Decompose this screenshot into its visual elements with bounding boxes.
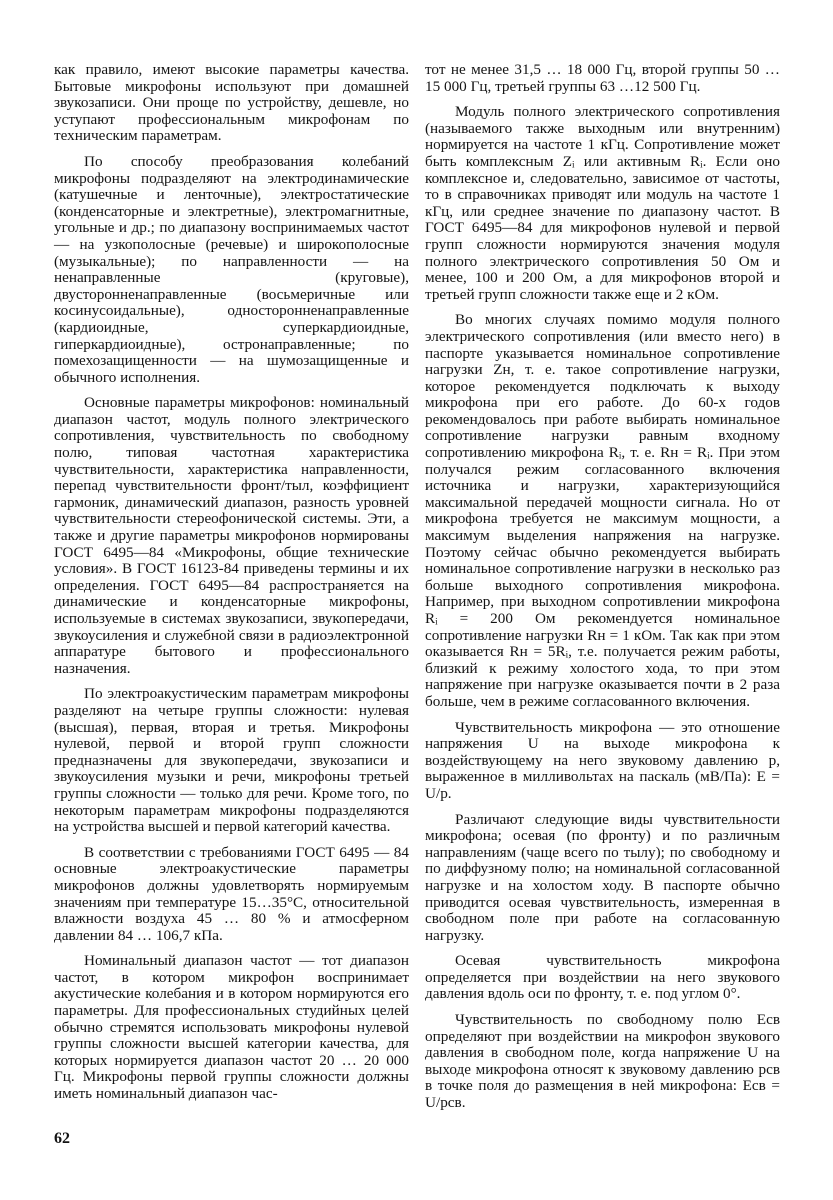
left-column — [54, 62, 409, 1112]
right-column — [425, 62, 780, 1121]
page-number: 62 — [54, 1130, 70, 1147]
paragraph: Основные параметры микрофонов: номинальный диапазон частот, модуль полного электрического сопротивления, чувствительность по свободному полю, типовая частотная характеристика чувствительности, характеристика направленности, перепад чувствительности фронт/тыл, коэффициент гармоник, динамический диапазон, разность уровней чувствительности стереофонической системы. Эти, а также и другие параметры микрофонов нормированы ГОСТ 6495—84 «Микрофоны, общие технические условия». В ГОСТ 16123-84 приведены термины и их определения. ГОСТ 6495—84 распространяется на динамические и конденсаторные микрофоны, используемые в системах звукозаписи, звукопередачи, звукоусиления и служебной связи в радиоэлектронной аппаратуре бытового и профессионального назначения. — [54, 394, 409, 677]
paragraph: Чувствительность микрофона — это отношение напряжения U на выходе микрофона к воздействующему на него звуковому давлению p, выраженное в милливольтах на паскаль (мВ/Па): E = U/p. — [425, 718, 780, 802]
paragraph: По электроакустическим параметрам микрофоны разделяют на четыре группы сложности: нулевая (высшая), первая, вторая и третья. Микрофоны нулевой, первой и второй групп сложности предназначены для звукопередачи, звукозаписи и звукоусиления музыки и речи, микрофоны третьей группы сложности — только для речи. Кроме того, по некоторым параметрам микрофоны подразделяются на устройства высшей и первой категорий качества. — [54, 685, 409, 836]
paragraph: тот не менее 31,5 … 18 000 Гц, второй группы 50 … 15 000 Гц, третьей группы 63 …12 500 Гц. — [425, 61, 780, 95]
paragraph: Чувствительность по свободному полю Eсв определяют при воздействии на микрофон звукового давления в свободном поле, когда напряжение U на выходе микрофона относят к звуковому давлению pсв в точке поля до размещения в ней микрофона: Eсв = U/pсв. — [425, 1011, 780, 1112]
paragraph: Во многих случаях помимо модуля полного электрического сопротивления (или вместо него) в паспорте указывается номинальное сопротивление нагрузки Zн, т. е. такое сопротивление нагрузки, которое рекомендуется подключать к выходу микрофона при его работе. До 60-х годов рекомендовалось при работе выбирать номинальное сопротивление нагрузки равным входному сопротивлению микрофона Rᵢ, т. е. Rн = Rᵢ. При этом получался режим согласованного включения источника и нагрузки, характеризующийся максимальной передачей мощности сигнала. Но от микрофона требуется не максимум мощности, а максимум выделения напряжения на нагрузке. Поэтому сейчас обычно рекомендуется выбирать номинальное сопротивление нагрузки в несколько раз больше выходного сопротивления микрофона. Например, при выходном сопротивлении микрофона Rᵢ = 200 Ом рекомендуется номинальное сопротивление нагрузки Rн = 1 кОм. Так как при этом оказывается Rн = 5Rᵢ, т.е. получается режим работы, близкий к режиму холостого хода, то при этом напряжение при нагрузке оказывается почти в 2 раза больше, чем в режиме согласованного включения. — [425, 311, 780, 710]
paragraph: Осевая чувствительность микрофона определяется при воздействии на него звукового давления вдоль оси по фронту, т. е. под углом 0°. — [425, 952, 780, 1003]
paragraph: Различают следующие виды чувствительности микрофона; осевая (по фронту) и по различным направлениям (чаще всего по тылу); по свободному и по диффузному полю; на номинальной согласованной нагрузке и на холостом ходу. В паспорте обычно приводится осевая чувствительность, измеренная в свободном поле при работе на согласованную нагрузку. — [425, 810, 780, 944]
paragraph: По способу преобразования колебаний микрофоны подразделяют на электродинамические (катушечные и ленточные), электростатические (конденсаторные и электретные), электромагнитные, угольные и др.; по диапазону воспринимаемых частот — на узкополосные (речевые) и широкополосные (музыкальные); по направленности — на ненаправленные (круговые), двусторонненаправленные (восьмеричные или косинусоидальные), односторонненаправленные (кардиоидные, суперкардиоидные, гиперкардиоидные), остронаправленные; по помехозащищенности — на шумозащищенные и обычного исполнения. — [54, 152, 409, 386]
paragraph: как правило, имеют высокие параметры качества. Бытовые микрофоны используют при домашней звукозаписи. Они проще по устройству, дешевле, но уступают профессиональным микрофонам по техническим параметрам. — [54, 61, 409, 145]
paragraph: В соответствии с требованиями ГОСТ 6495 — 84 основные электроакустические параметры микрофонов должны удовлетворять нормируемым значениям при температуре 15…35°C, относительной влажности воздуха 45 … 80 % и атмосферном давлении 84 … 106,7 кПа. — [54, 843, 409, 944]
paragraph: Модуль полного электрического сопротивления (называемого также выходным или внутренним) нормируется на частоте 1 кГц. Сопротивление может быть комплексным Zᵢ или активным Rᵢ. Если оно комплексное и, следовательно, зависимое от частоты, то в справочниках приводят или модуль на частоте 1 кГц, или среднее значение по диапазону частот. В ГОСТ 6495—84 для микрофонов нулевой и первой групп сложности нормируются значения модуля полного электрического сопротивления 50 Ом и менее, 100 и 200 Ом, а для микрофонов второй и третьей групп сложности также еще и 2 кОм. — [425, 103, 780, 303]
paragraph: Номинальный диапазон частот — тот диапазон частот, в котором микрофон воспринимает акустические колебания и в котором нормируются его параметры. Для профессиональных студийных целей обычно стремятся использовать микрофоны нулевой группы сложности высшей категории качества, для которых нормируется диапазон частот 20 … 20 000 Гц. Микрофоны первой группы сложности должны иметь номинальный диапазон час- — [54, 952, 409, 1103]
